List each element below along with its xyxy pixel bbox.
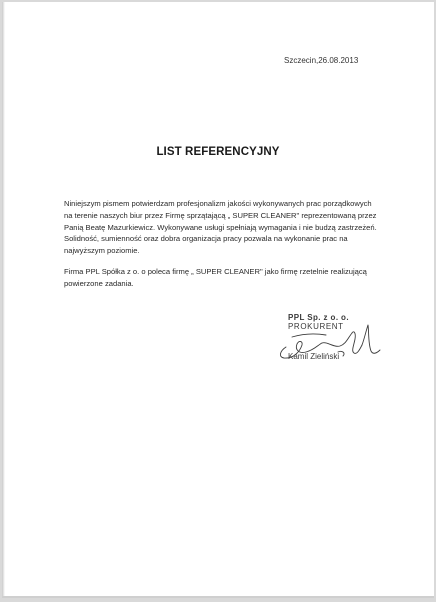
scan-edge-bottom	[2, 596, 434, 598]
paragraph-line: Niniejszym pismem potwierdzam profesjonalizm jakości wykonywanych prac porządkowych	[64, 199, 372, 208]
scan-edge	[2, 2, 5, 598]
paragraph-line: Panią Beatę Mazurkiewicz. Wykonywane usługi spełniają wymagania i nie budzą zastrzeżeń.	[64, 222, 377, 232]
stamp-role: PROKURENT	[288, 322, 344, 331]
paragraph-line: najwyższym poziomie.	[64, 246, 140, 256]
paragraph-line: powierzone zadania.	[64, 278, 134, 288]
paragraph-line: Firma PPL Spółka z o. o poleca firmę „ SUPER CLEANER" jako firmę rzetelnie realizującą	[64, 267, 367, 276]
stamp-signatory-name: Kamil Zieliński	[288, 352, 340, 361]
letter-page	[2, 2, 434, 598]
paragraph-line: Solidność, sumienność oraz dobra organizacja pracy pozwala na wykonanie prac na	[64, 234, 348, 244]
letter-date: Szczecin,26.08.2013	[284, 56, 359, 65]
letter-title: LIST REFERENCYJNY	[156, 146, 280, 158]
body-paragraph-2	[64, 266, 394, 290]
body-paragraph-1	[64, 198, 394, 257]
stamp-company: PPL Sp. z o. o.	[288, 313, 349, 322]
company-stamp	[284, 313, 394, 373]
paragraph-line: na terenie naszych biur przez Firmę sprzątającą „ SUPER CLEANER" reprezentowaną przez	[64, 210, 377, 220]
